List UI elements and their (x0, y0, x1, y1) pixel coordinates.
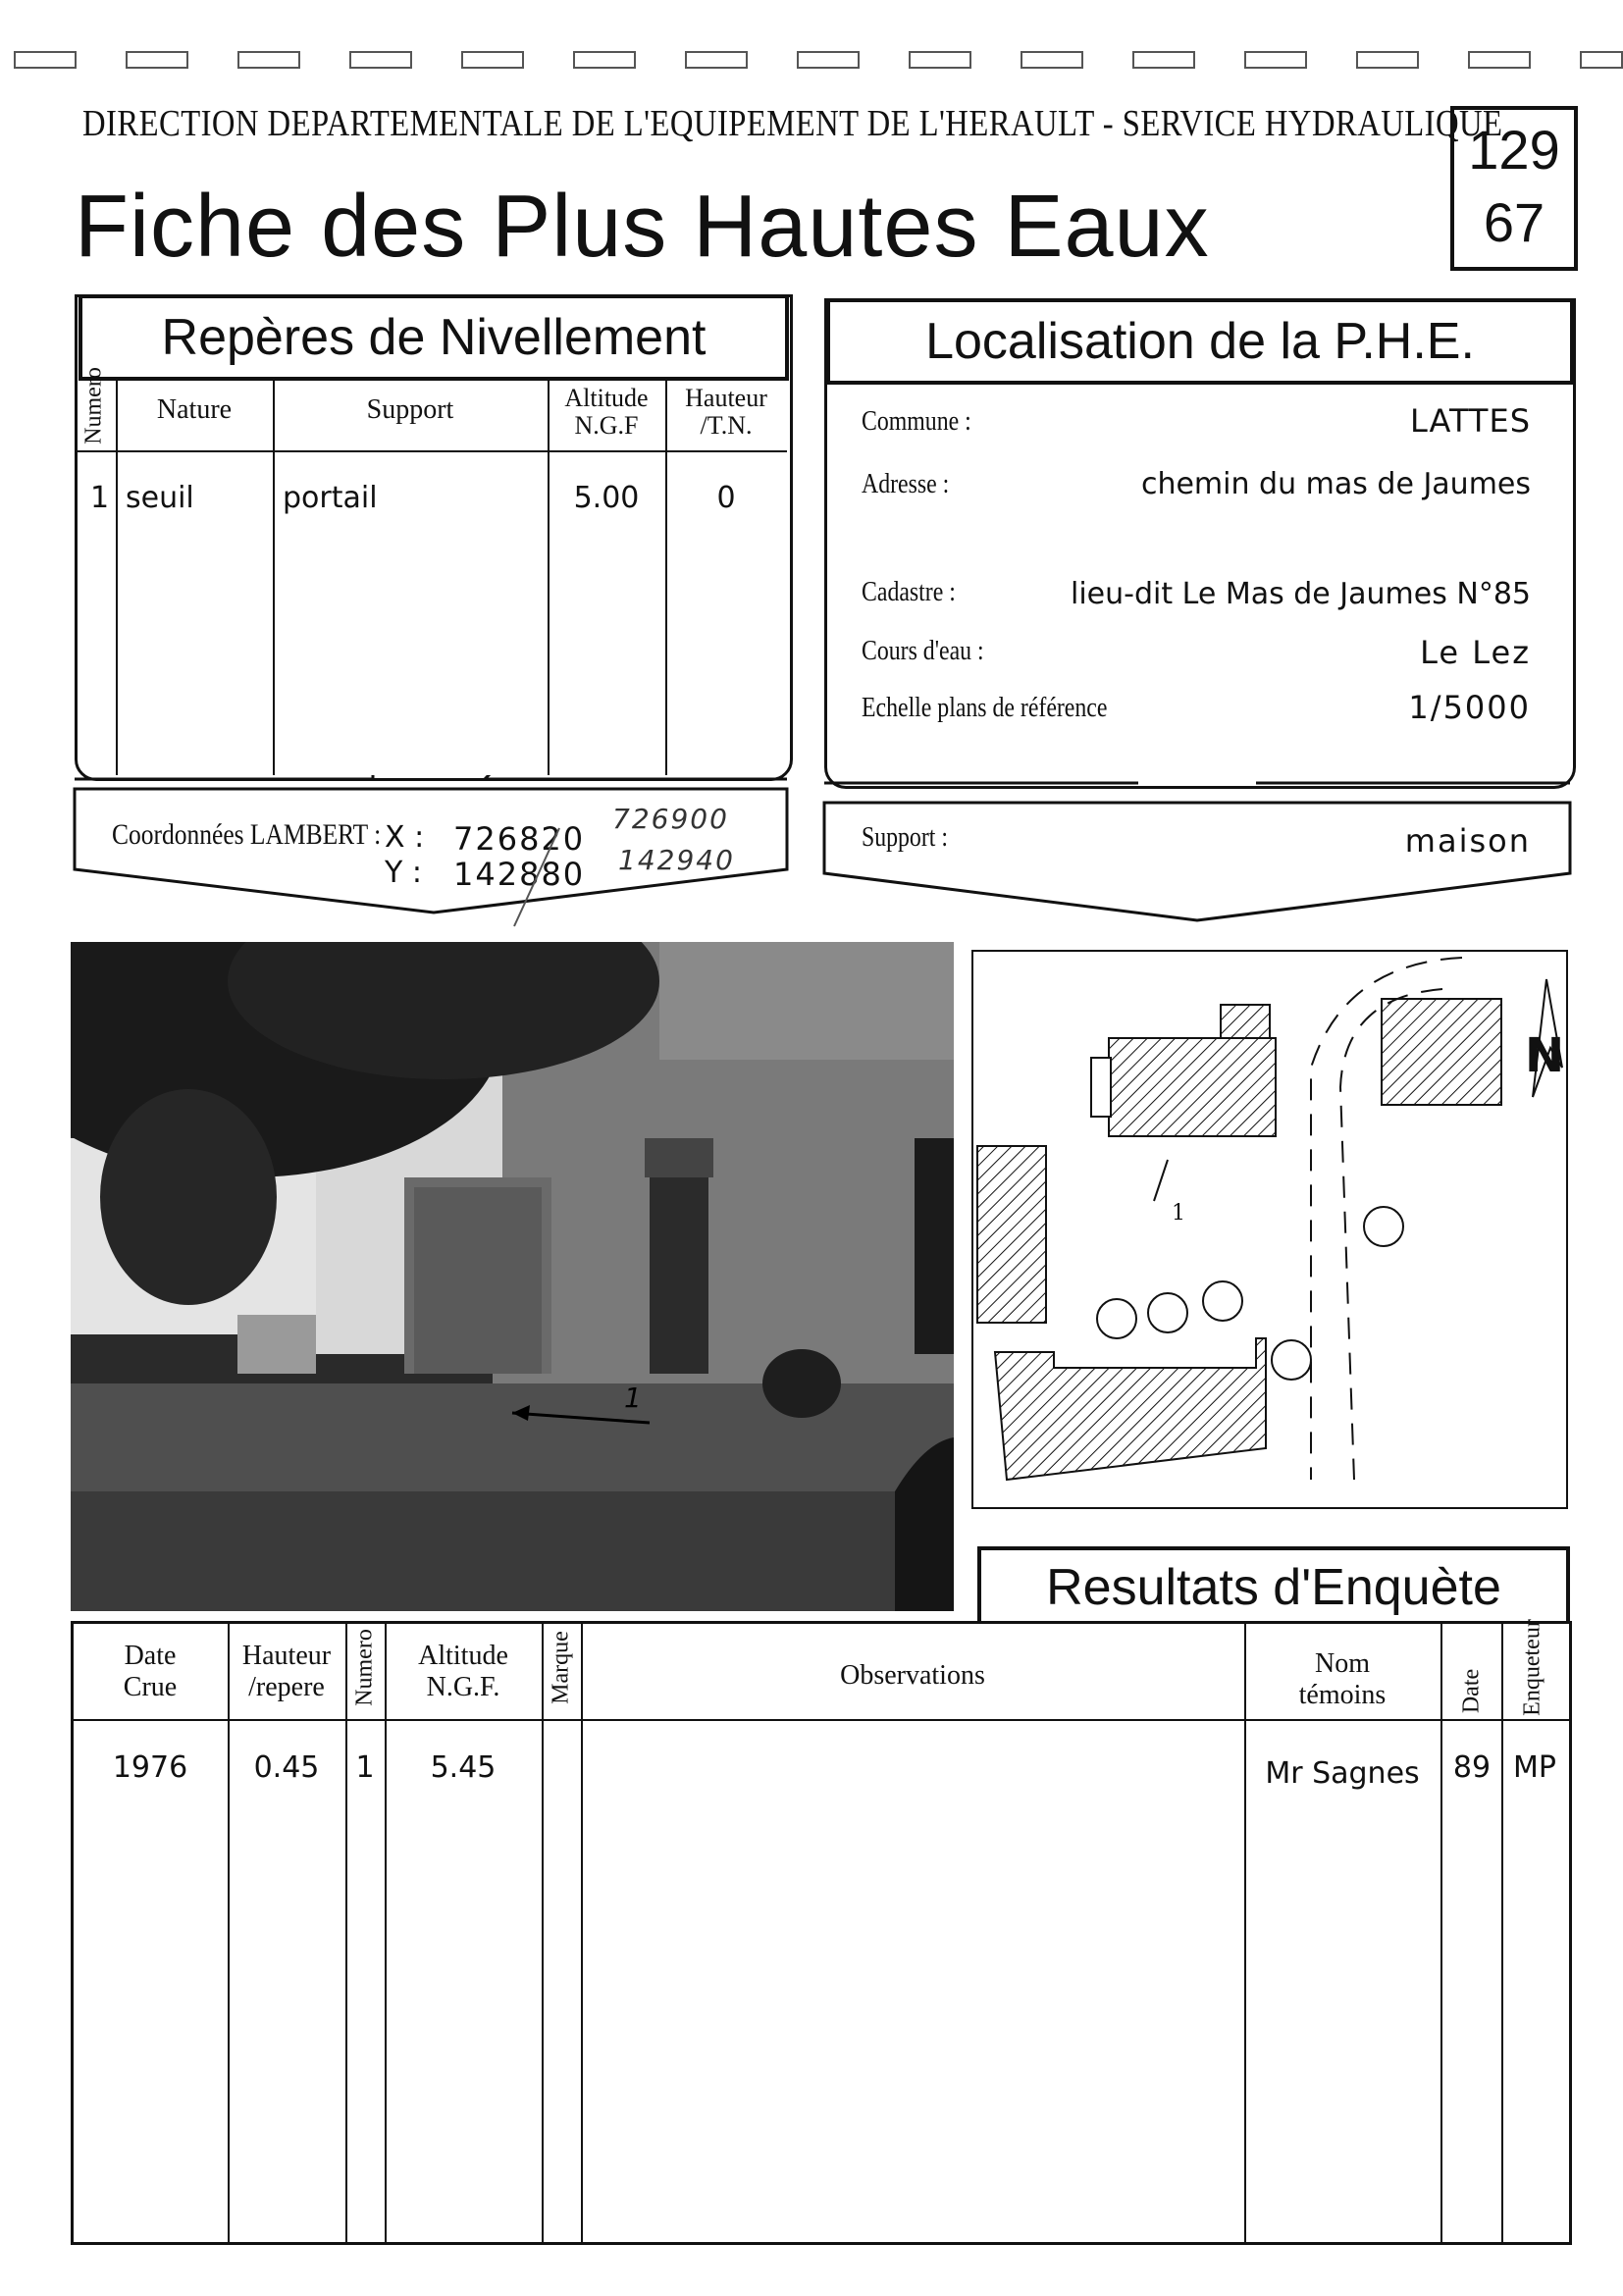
resultats-col-line (1244, 1621, 1246, 2242)
resultats-col-line (345, 1621, 347, 2242)
resultats-row-date: 89 (1452, 1750, 1492, 1785)
resultats-col-hauteur: Hauteur /repere (241, 1641, 332, 1702)
reperes-row-numero: 1 (90, 481, 110, 515)
reperes-title: Repères de Nivellement (161, 309, 707, 366)
site-photo (71, 942, 954, 1611)
coordonnees-x-label: X : (385, 820, 425, 855)
adresse-value: chemin du mas de Jaumes (1140, 467, 1531, 501)
reperes-col-nature: Nature (156, 394, 233, 425)
resultats-col-line (542, 1621, 544, 2242)
reference-bottom: 67 (1483, 191, 1545, 253)
site-plan (971, 950, 1570, 1511)
adresse-label: Adresse : (862, 469, 950, 499)
resultats-col-marque: Marque (548, 1631, 574, 1704)
reference-box (1450, 106, 1578, 271)
reperes-row-support: portail (283, 481, 378, 515)
coordonnees-y-label: Y : (385, 856, 422, 890)
reperes-col-hauteur: Hauteur /T.N. (685, 384, 767, 440)
resultats-col-date-crue: Date Crue (123, 1641, 178, 1702)
resultats-title: Resultats d'Enquète (1046, 1559, 1501, 1616)
cadastre-label: Cadastre : (862, 577, 956, 607)
resultats-col-date: Date (1458, 1668, 1485, 1714)
photo-marker: 1 (624, 1382, 642, 1414)
resultats-col-observations: Observations (840, 1660, 985, 1691)
coordonnees-y-value: 142880 (453, 856, 586, 893)
coordonnees-label: Coordonnées LAMBERT : (112, 818, 382, 851)
resultats-col-line (385, 1621, 387, 2242)
reperes-col-support: Support (366, 394, 454, 425)
localisation-title-box (826, 298, 1574, 385)
resultats-col-nom-temoins: Nom témoins (1298, 1648, 1387, 1710)
resultats-row-enqueteur: MP (1513, 1750, 1556, 1785)
resultats-col-numero: Numero (351, 1629, 378, 1706)
resultats-col-line (581, 1621, 583, 2242)
resultats-col-line (1501, 1621, 1503, 2242)
resultats-row-numero: 1 (355, 1750, 375, 1785)
reperes-row-nature: seuil (126, 481, 194, 515)
resultats-title-box (977, 1546, 1570, 1621)
cours-eau-value: Le Lez (1420, 634, 1531, 671)
resultats-col-altitude: Altitude N.G.F. (418, 1641, 508, 1702)
coordonnees-x-value: 726820 (453, 820, 586, 858)
reperes-col-line (273, 377, 275, 775)
cadastre-value: lieu-dit Le Mas de Jaumes N°85 (1071, 577, 1531, 611)
support-label: Support : (862, 822, 948, 853)
echelle-label: Echelle plans de référence (862, 693, 1108, 723)
resultats-row-altitude: 5.45 (430, 1750, 497, 1785)
cours-eau-label: Cours d'eau : (862, 636, 984, 666)
resultats-header-rule (71, 1719, 1569, 1721)
resultats-col-line (228, 1621, 230, 2242)
direction-header: DIRECTION DEPARTEMENTALE DE L'EQUIPEMENT DE L'HERAULT - SERVICE HYDRAULIQUE (82, 103, 1503, 144)
reperes-row-hauteur: 0 (716, 481, 736, 515)
resultats-table (71, 1621, 1572, 2245)
plan-marker: 1 (1172, 1201, 1185, 1226)
reference-top: 129 (1468, 119, 1560, 181)
reperes-title-box (79, 294, 789, 381)
handwritten-strike (500, 824, 579, 932)
commune-label: Commune : (862, 406, 971, 437)
coordonnees-x-handwritten: 726900 (612, 803, 729, 835)
reperes-col-altitude: Altitude N.G.F (564, 384, 649, 440)
reperes-header-rule (75, 450, 787, 452)
resultats-col-line (1440, 1621, 1442, 2242)
coordonnees-y-handwritten: 142940 (618, 844, 735, 876)
resultats-col-enqueteur: Enqueteur (1519, 1619, 1545, 1716)
reperes-col-line (116, 377, 118, 775)
north-label: N (1525, 1028, 1565, 1083)
resultats-row-date-crue: 1976 (112, 1750, 188, 1785)
page-title: Fiche des Plus Hautes Eaux (75, 178, 1210, 276)
localisation-title: Localisation de la P.H.E. (925, 313, 1475, 370)
resultats-row-hauteur: 0.45 (253, 1750, 320, 1785)
reperes-col-numero: Numero (80, 367, 107, 444)
support-value: maison (1404, 822, 1531, 860)
commune-value: LATTES (1409, 402, 1531, 440)
reperes-row-altitude: 5.00 (573, 481, 640, 515)
echelle-value: 1/5000 (1408, 689, 1531, 726)
resultats-row-nom: Mr Sagnes (1265, 1756, 1420, 1791)
